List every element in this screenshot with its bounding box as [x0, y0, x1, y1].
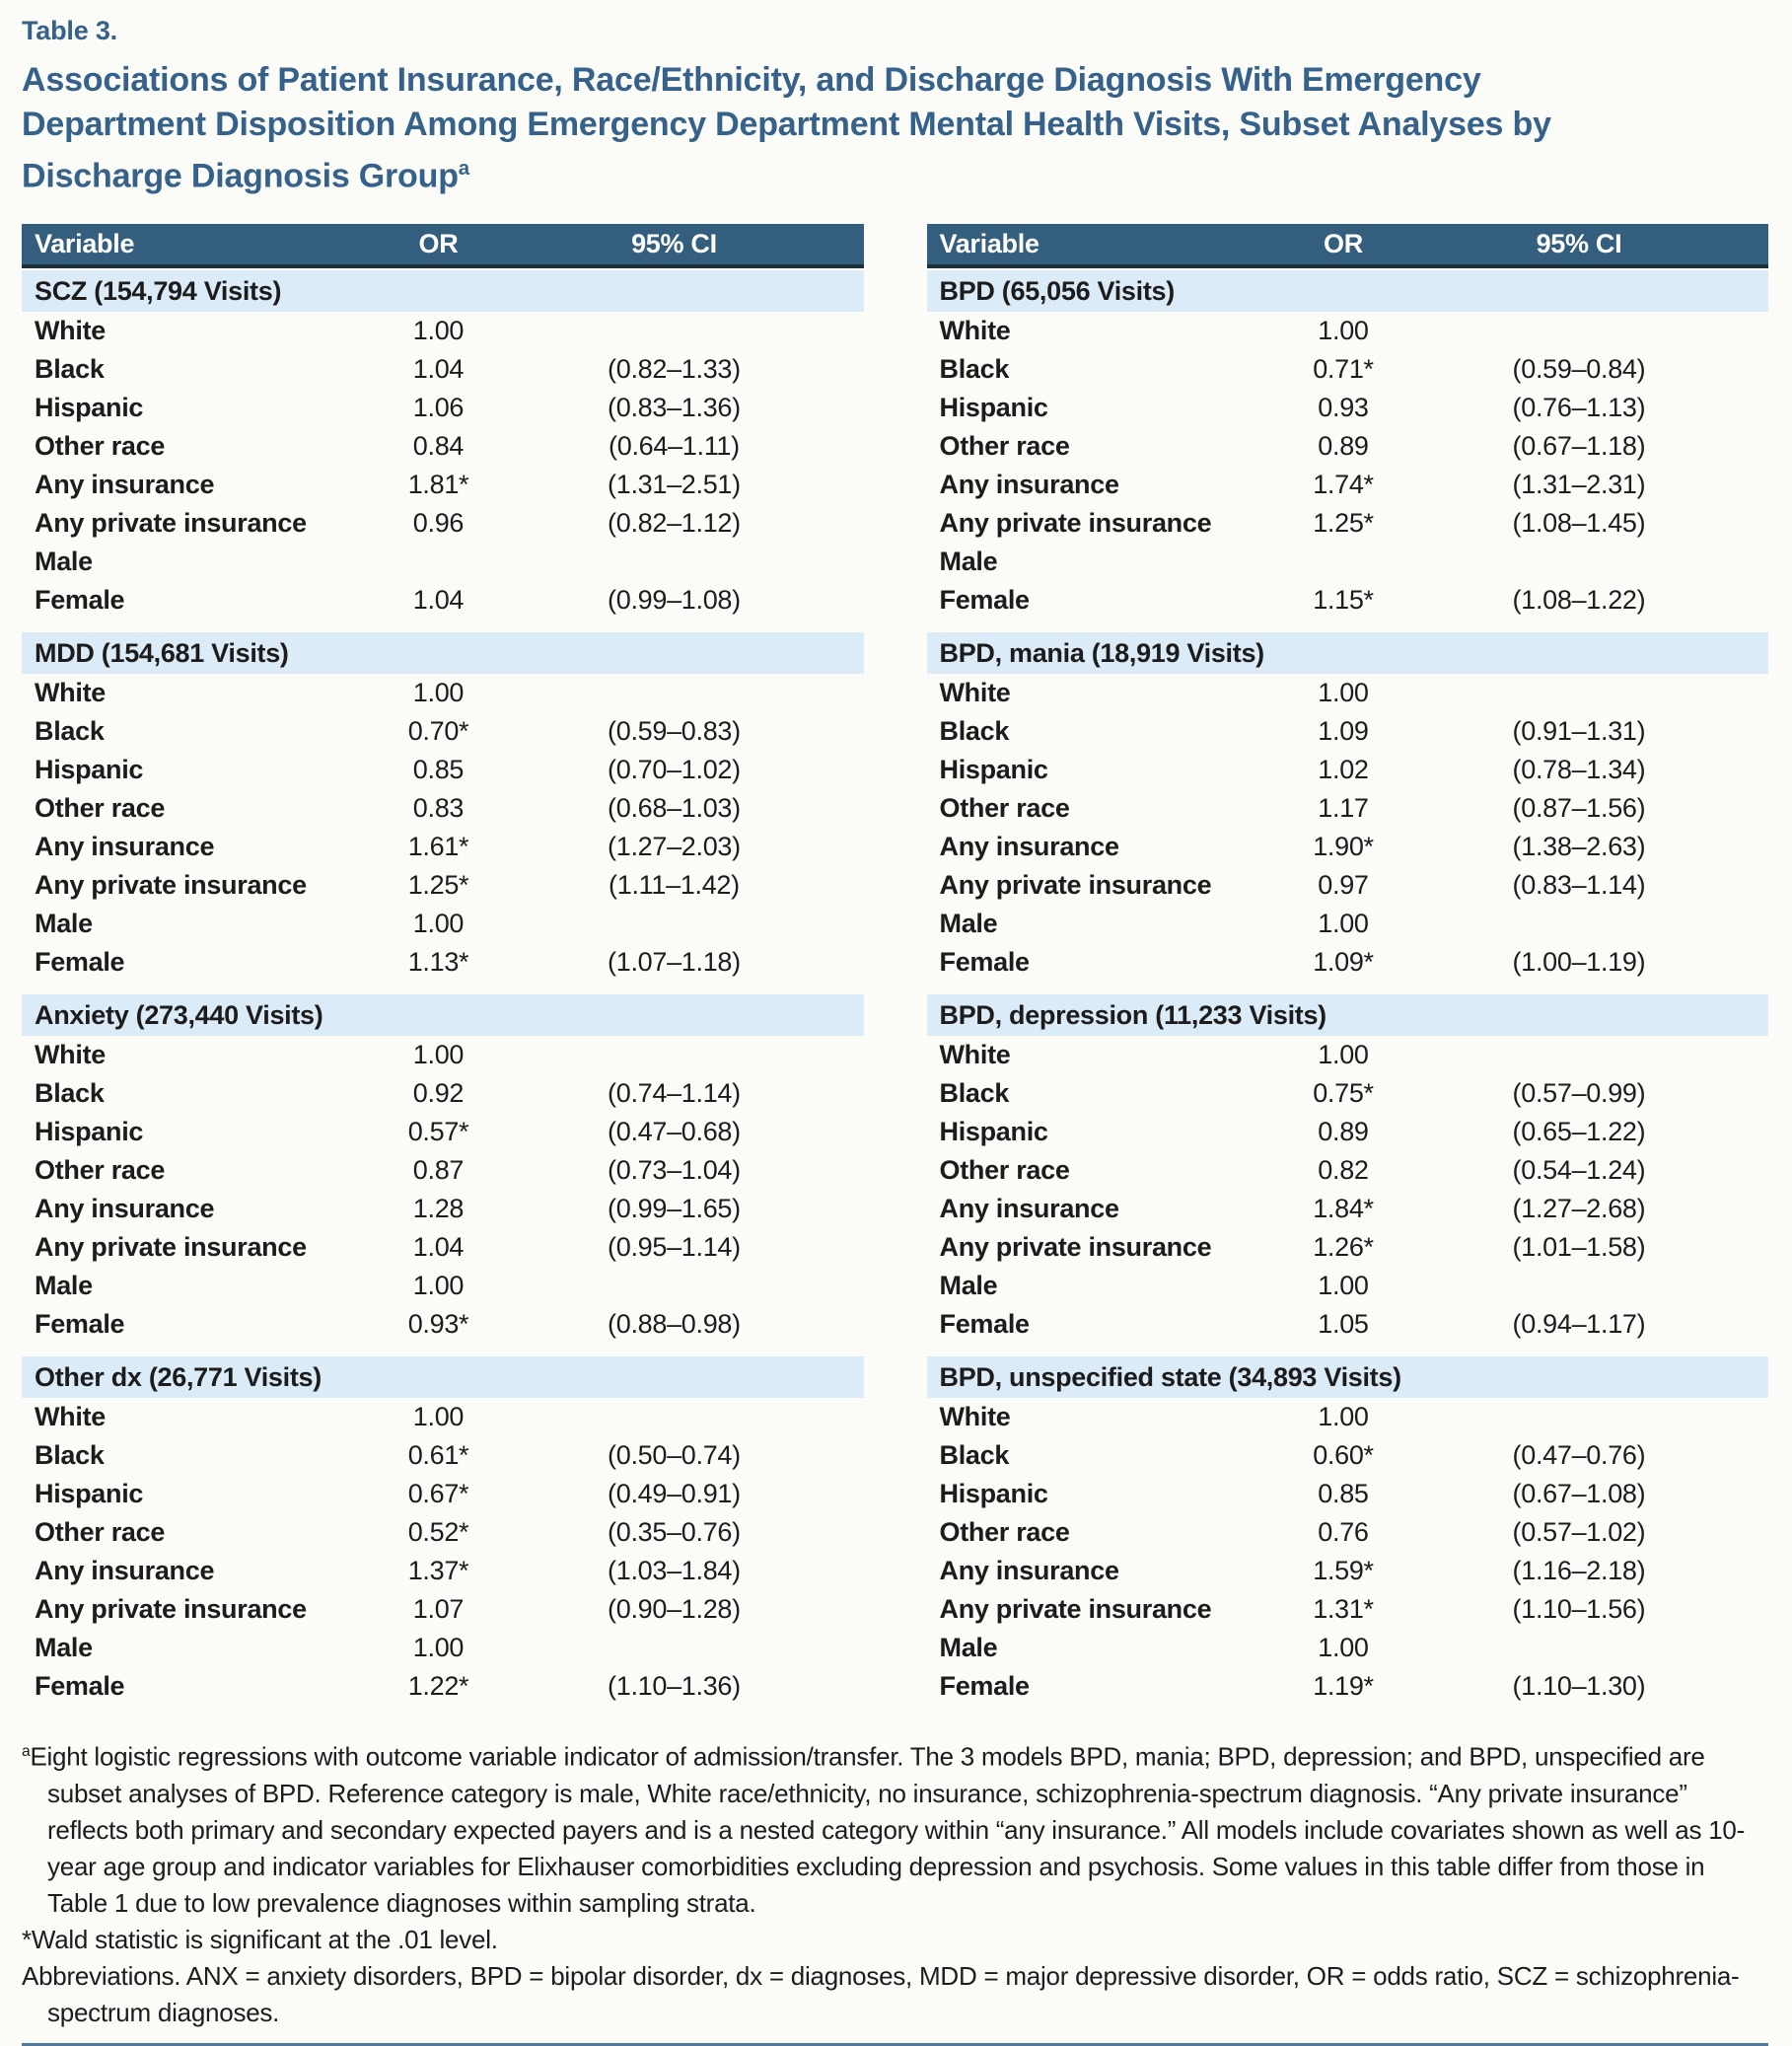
section-header: BPD, mania (18,919 Visits) — [927, 632, 1769, 674]
table-row — [22, 466, 864, 504]
or-value: 0.60* — [1313, 1440, 1374, 1471]
ci-value: (1.38–2.63) — [1512, 832, 1646, 862]
ci-value: (0.95–1.14) — [608, 1232, 741, 1263]
table-row — [927, 1667, 1769, 1706]
ci-value: (0.57–1.02) — [1512, 1517, 1646, 1548]
right-table-header-row — [927, 224, 1769, 268]
variable-label: Black — [35, 354, 105, 385]
variable-label: White — [35, 1402, 106, 1432]
table-row — [927, 905, 1769, 943]
ci-value: (0.73–1.04) — [608, 1155, 741, 1186]
or-value: 0.70* — [407, 716, 469, 747]
ci-value: (1.01–1.58) — [1512, 1232, 1646, 1263]
ci-value: (0.57–0.99) — [1512, 1078, 1646, 1109]
diagnosis-section — [927, 270, 1769, 620]
ci-value: (1.08–1.45) — [1512, 508, 1646, 539]
variable-label: Any insurance — [35, 832, 215, 862]
table-row — [22, 1305, 864, 1344]
diagnosis-section — [22, 632, 864, 982]
table-row — [22, 1629, 864, 1667]
variable-label: Female — [35, 947, 125, 978]
variable-label: Female — [35, 1671, 125, 1702]
title-line-3-text: Discharge Diagnosis Group — [22, 157, 459, 195]
footnote-a-marker: a — [22, 1743, 31, 1761]
variable-label: Any private insurance — [939, 870, 1212, 901]
ci-value: (0.99–1.65) — [608, 1194, 741, 1224]
ci-value: (0.47–0.68) — [608, 1117, 741, 1147]
or-value: 1.81* — [407, 470, 469, 500]
or-value: 1.00 — [1318, 1271, 1369, 1301]
table-row — [927, 1190, 1769, 1228]
variable-label: Other race — [939, 793, 1070, 824]
table-row — [927, 427, 1769, 466]
or-value: 0.89 — [1318, 1117, 1369, 1147]
table-row — [22, 905, 864, 943]
variable-label: Any insurance — [939, 1194, 1119, 1224]
or-value: 0.57* — [407, 1117, 469, 1147]
column-header-or: OR — [418, 229, 459, 259]
table-row — [22, 504, 864, 543]
ci-value: (0.50–0.74) — [608, 1440, 741, 1471]
ci-value: (1.31–2.51) — [608, 470, 741, 500]
variable-label: Male — [35, 1633, 93, 1663]
ci-value: (0.91–1.31) — [1512, 716, 1646, 747]
diagnosis-section — [927, 1356, 1769, 1706]
variable-label: Male — [939, 547, 998, 577]
table-row — [927, 389, 1769, 427]
table-row — [22, 1667, 864, 1706]
or-value: 1.00 — [1318, 316, 1369, 346]
section-header: MDD (154,681 Visits) — [22, 632, 864, 674]
table-row — [22, 427, 864, 466]
table-row — [927, 789, 1769, 828]
table-row — [927, 466, 1769, 504]
variable-label: Hispanic — [939, 393, 1048, 423]
column-header-variable: Variable — [35, 229, 135, 259]
diagnosis-section — [22, 1356, 864, 1706]
footnote-a-text: Eight logistic regressions with outcome variable indicator of admission/transfer. The 3 models BPD, mania; BPD, depression; and BPD, unspecified are subset analyses of BPD. Reference category is male, White race/ethnicity, no insurance, schizophrenia-spectrum diagnosis. “Any private insurance” reflects both primary and secondary expected payers and is a nested category within “any insurance.” All models include covariates shown as well as 10-year age group and indicator variables for Elixhauser comorbidities excluding depression and psychosis. Some values in this table differ from those in Table 1 due to low prevalence diagnoses within sampling strata. — [30, 1741, 1746, 1918]
section-header: Other dx (26,771 Visits) — [22, 1356, 864, 1398]
diagnosis-section — [927, 994, 1769, 1344]
table-row — [927, 943, 1769, 982]
ci-value: (0.78–1.34) — [1512, 755, 1646, 785]
section-header: Anxiety (273,440 Visits) — [22, 994, 864, 1036]
or-value: 1.25* — [407, 870, 469, 901]
table-row — [22, 389, 864, 427]
ci-value: (0.76–1.13) — [1512, 393, 1646, 423]
ci-value: (0.82–1.12) — [608, 508, 741, 539]
or-value: 0.61* — [407, 1440, 469, 1471]
table-row — [927, 1590, 1769, 1629]
variable-label: White — [35, 316, 106, 346]
ci-value: (0.54–1.24) — [1512, 1155, 1646, 1186]
table-row — [927, 1398, 1769, 1436]
ci-value: (0.59–0.84) — [1512, 354, 1646, 385]
variable-label: Female — [939, 947, 1030, 978]
or-value: 0.85 — [412, 755, 465, 785]
variable-label: Any private insurance — [939, 1232, 1212, 1263]
or-value: 0.93* — [407, 1309, 469, 1340]
ci-value: (0.64–1.11) — [609, 431, 740, 462]
table-title — [22, 58, 1768, 198]
table-row — [927, 866, 1769, 905]
or-value: 1.02 — [1318, 755, 1369, 785]
or-value: 1.31* — [1313, 1594, 1374, 1625]
ci-value: (0.83–1.36) — [608, 393, 741, 423]
or-value: 0.82 — [1318, 1155, 1369, 1186]
table-row — [927, 1074, 1769, 1113]
variable-label: Hispanic — [939, 1117, 1048, 1147]
or-value: 0.85 — [1318, 1479, 1369, 1509]
table-row — [927, 1552, 1769, 1590]
ci-value: (1.27–2.03) — [608, 832, 741, 862]
table-row — [22, 1552, 864, 1590]
or-value: 1.04 — [412, 1232, 465, 1263]
or-value: 1.74* — [1313, 470, 1374, 500]
variable-label: Black — [35, 716, 105, 747]
variable-label: Black — [35, 1078, 105, 1109]
table-row — [22, 1228, 864, 1267]
ci-value: (1.08–1.22) — [1512, 585, 1646, 616]
table-row — [927, 1151, 1769, 1190]
variable-label: White — [939, 1040, 1011, 1070]
table-row — [22, 1398, 864, 1436]
ci-value: (0.94–1.17) — [1512, 1309, 1646, 1340]
ci-value: (0.88–0.98) — [608, 1309, 741, 1340]
or-value: 0.83 — [412, 793, 465, 824]
or-value: 1.61* — [407, 832, 469, 862]
or-value: 1.06 — [412, 393, 465, 423]
table-row — [22, 312, 864, 350]
variable-label: Hispanic — [35, 1117, 144, 1147]
column-header-or: OR — [1324, 229, 1363, 259]
table-row — [927, 751, 1769, 789]
variable-label: Female — [35, 585, 125, 616]
ci-value: (0.67–1.08) — [1512, 1479, 1646, 1509]
table-row — [927, 1113, 1769, 1151]
variable-label: Hispanic — [35, 393, 144, 423]
table-row — [22, 828, 864, 866]
table-row — [927, 1228, 1769, 1267]
section-rows — [927, 1398, 1769, 1706]
table-row — [22, 543, 864, 581]
table-row — [22, 1151, 864, 1190]
section-header: BPD (65,056 Visits) — [927, 270, 1769, 312]
table-row — [22, 1475, 864, 1513]
section-rows — [22, 674, 864, 982]
ci-value: (0.90–1.28) — [608, 1594, 741, 1625]
ci-value: (0.87–1.56) — [1512, 793, 1646, 824]
ci-value: (0.47–0.76) — [1512, 1440, 1646, 1471]
variable-label: Female — [939, 585, 1030, 616]
ci-value: (1.31–2.31) — [1512, 470, 1646, 500]
column-header-ci: 95% CI — [1536, 229, 1622, 259]
table-row — [927, 1036, 1769, 1074]
table-row — [22, 1036, 864, 1074]
table-row — [22, 943, 864, 982]
section-header: BPD, depression (11,233 Visits) — [927, 994, 1769, 1036]
or-value: 1.04 — [412, 585, 465, 616]
section-rows — [927, 674, 1769, 982]
table-row — [22, 751, 864, 789]
section-rows — [927, 312, 1769, 620]
variable-label: Any private insurance — [35, 1594, 307, 1625]
or-value: 1.00 — [1318, 909, 1369, 939]
table-row — [22, 712, 864, 751]
table-row — [22, 866, 864, 905]
section-rows — [22, 1036, 864, 1344]
right-table-body — [927, 270, 1769, 1706]
or-value: 0.92 — [412, 1078, 465, 1109]
or-value: 1.25* — [1313, 508, 1374, 539]
or-value: 0.93 — [1318, 393, 1369, 423]
or-value: 0.67* — [407, 1479, 469, 1509]
variable-label: Any private insurance — [35, 1232, 307, 1263]
left-table-header-row — [22, 224, 864, 268]
or-value: 1.04 — [412, 354, 465, 385]
variable-label: Male — [35, 547, 93, 577]
table-row — [927, 1267, 1769, 1305]
variable-label: Hispanic — [35, 755, 144, 785]
or-value: 1.00 — [412, 316, 465, 346]
ci-value: (1.10–1.36) — [608, 1671, 741, 1702]
or-value: 1.17 — [1318, 793, 1369, 824]
table-row — [927, 312, 1769, 350]
ci-value: (1.00–1.19) — [1512, 947, 1646, 978]
ci-value: (1.03–1.84) — [608, 1556, 741, 1586]
variable-label: Male — [35, 909, 93, 939]
variable-label: Black — [939, 1440, 1010, 1471]
title-line-1: Associations of Patient Insurance, Race/Ethnicity, and Discharge Diagnosis With Emergency — [22, 61, 1481, 99]
variable-label: Other race — [35, 431, 166, 462]
or-value: 0.76 — [1318, 1517, 1369, 1548]
or-value: 1.37* — [407, 1556, 469, 1586]
or-value: 0.96 — [412, 508, 465, 539]
ci-value: (0.59–0.83) — [608, 716, 741, 747]
table-row — [927, 1475, 1769, 1513]
ci-value: (1.27–2.68) — [1512, 1194, 1646, 1224]
or-value: 1.09 — [1318, 716, 1369, 747]
section-rows — [22, 1398, 864, 1706]
variable-label: Black — [939, 354, 1010, 385]
or-value: 0.97 — [1318, 870, 1369, 901]
table-row — [927, 1513, 1769, 1552]
ci-value: (0.70–1.02) — [608, 755, 741, 785]
tables-container — [22, 224, 1768, 1706]
variable-label: White — [939, 316, 1011, 346]
variable-label: Any private insurance — [35, 508, 307, 539]
variable-label: Any private insurance — [35, 870, 307, 901]
ci-value: (0.99–1.08) — [608, 585, 741, 616]
or-value: 1.00 — [412, 1633, 465, 1663]
ci-value: (0.68–1.03) — [608, 793, 741, 824]
or-value: 1.90* — [1313, 832, 1374, 862]
column-header-ci: 95% CI — [631, 229, 717, 259]
variable-label: Female — [35, 1309, 125, 1340]
variable-label: Other race — [35, 793, 166, 824]
left-table — [22, 224, 864, 1706]
or-value: 1.00 — [1318, 1040, 1369, 1070]
table-row — [927, 1305, 1769, 1344]
or-value: 1.07 — [412, 1594, 465, 1625]
variable-label: White — [35, 678, 106, 708]
variable-label: White — [35, 1040, 106, 1070]
or-value: 1.13* — [407, 947, 469, 978]
variable-label: Other race — [939, 1155, 1070, 1186]
variable-label: Any insurance — [35, 470, 215, 500]
title-footnote-marker: a — [458, 158, 469, 180]
or-value: 1.26* — [1313, 1232, 1374, 1263]
or-value: 1.19* — [1313, 1671, 1374, 1702]
table-row — [22, 1513, 864, 1552]
or-value: 1.15* — [1313, 585, 1374, 616]
variable-label: White — [939, 1402, 1011, 1432]
table-row — [22, 581, 864, 620]
table-row — [927, 1436, 1769, 1475]
diagnosis-section — [927, 632, 1769, 982]
footnote-significance: *Wald statistic is significant at the .01 level. — [22, 1924, 498, 1954]
table-row — [927, 712, 1769, 751]
or-value: 1.00 — [412, 678, 465, 708]
page — [22, 16, 1768, 2046]
or-value: 1.05 — [1318, 1309, 1369, 1340]
or-value: 1.84* — [1313, 1194, 1374, 1224]
or-value: 1.59* — [1313, 1556, 1374, 1586]
variable-label: Female — [939, 1671, 1030, 1702]
table-row — [22, 350, 864, 389]
table-row — [22, 1190, 864, 1228]
ci-value: (1.10–1.30) — [1512, 1671, 1646, 1702]
or-value: 1.00 — [1318, 1633, 1369, 1663]
ci-value: (1.07–1.18) — [608, 947, 741, 978]
title-line-2: Department Disposition Among Emergency Department Mental Health Visits, Subset Analyses by — [22, 106, 1551, 143]
table-row — [22, 1590, 864, 1629]
or-value: 0.89 — [1318, 431, 1369, 462]
footnote-a — [22, 1733, 1768, 1922]
table-row — [927, 504, 1769, 543]
or-value: 1.22* — [407, 1671, 469, 1702]
section-rows — [22, 312, 864, 620]
variable-label: Hispanic — [35, 1479, 144, 1509]
ci-value: (1.10–1.56) — [1512, 1594, 1646, 1625]
or-value: 1.09* — [1313, 947, 1374, 978]
ci-value: (0.82–1.33) — [608, 354, 741, 385]
or-value: 1.00 — [412, 1040, 465, 1070]
or-value: 1.00 — [1318, 1402, 1369, 1432]
table-row — [22, 1074, 864, 1113]
variable-label: Black — [939, 716, 1010, 747]
ci-value: (1.11–1.42) — [609, 870, 740, 901]
variable-label: Any insurance — [35, 1194, 215, 1224]
ci-value: (0.35–0.76) — [608, 1517, 741, 1548]
variable-label: Any insurance — [939, 1556, 1119, 1586]
variable-label: Other race — [939, 1517, 1070, 1548]
or-value: 1.00 — [1318, 678, 1369, 708]
variable-label: Other race — [35, 1517, 166, 1548]
variable-label: Hispanic — [939, 755, 1048, 785]
ci-value: (0.74–1.14) — [608, 1078, 741, 1109]
section-header: SCZ (154,794 Visits) — [22, 270, 864, 312]
variable-label: Hispanic — [939, 1479, 1048, 1509]
table-row — [927, 828, 1769, 866]
variable-label: Male — [939, 1271, 998, 1301]
table-row — [22, 789, 864, 828]
footnote-abbreviations: Abbreviations. ANX = anxiety disorders, BPD = bipolar disorder, dx = diagnoses, MDD = major depressive disorder, OR = odds ratio, SCZ = schizophrenia-spectrum diagnoses. — [22, 1960, 1740, 2027]
variable-label: Other race — [939, 431, 1070, 462]
or-value: 1.00 — [412, 1271, 465, 1301]
title-line-3 — [22, 147, 1768, 198]
variable-label: Black — [939, 1078, 1010, 1109]
variable-label: Black — [35, 1440, 105, 1471]
diagnosis-section — [22, 994, 864, 1344]
table-row — [22, 674, 864, 712]
variable-label: White — [939, 678, 1011, 708]
table-label: Table 3. — [22, 16, 117, 45]
table-row — [927, 674, 1769, 712]
ci-value: (0.83–1.14) — [1512, 870, 1646, 901]
table-row — [22, 1267, 864, 1305]
ci-value: (0.67–1.18) — [1512, 431, 1646, 462]
variable-label: Any insurance — [939, 832, 1119, 862]
or-value: 0.75* — [1313, 1078, 1374, 1109]
table-row — [22, 1113, 864, 1151]
ci-value: (0.65–1.22) — [1512, 1117, 1646, 1147]
variable-label: Female — [939, 1309, 1030, 1340]
ci-value: (1.16–2.18) — [1512, 1556, 1646, 1586]
left-table-body — [22, 270, 864, 1706]
right-table — [927, 224, 1769, 1706]
table-row — [22, 1436, 864, 1475]
footnotes — [22, 1733, 1768, 2031]
column-header-variable: Variable — [939, 229, 1039, 259]
section-rows — [927, 1036, 1769, 1344]
diagnosis-section — [22, 270, 864, 620]
variable-label: Any insurance — [35, 1556, 215, 1586]
variable-label: Male — [939, 909, 998, 939]
variable-label: Any insurance — [939, 470, 1119, 500]
or-value: 0.52* — [407, 1517, 469, 1548]
table-row — [927, 543, 1769, 581]
section-header: BPD, unspecified state (34,893 Visits) — [927, 1356, 1769, 1398]
variable-label: Any private insurance — [939, 508, 1212, 539]
table-row — [927, 1629, 1769, 1667]
variable-label: Any private insurance — [939, 1594, 1212, 1625]
or-value: 1.00 — [412, 909, 465, 939]
or-value: 0.71* — [1313, 354, 1374, 385]
ci-value: (0.49–0.91) — [608, 1479, 741, 1509]
variable-label: Other race — [35, 1155, 166, 1186]
or-value: 0.84 — [412, 431, 465, 462]
variable-label: Male — [939, 1633, 998, 1663]
table-row — [927, 581, 1769, 620]
table-row — [927, 350, 1769, 389]
or-value: 1.00 — [412, 1402, 465, 1432]
variable-label: Male — [35, 1271, 93, 1301]
or-value: 0.87 — [412, 1155, 465, 1186]
or-value: 1.28 — [412, 1194, 465, 1224]
